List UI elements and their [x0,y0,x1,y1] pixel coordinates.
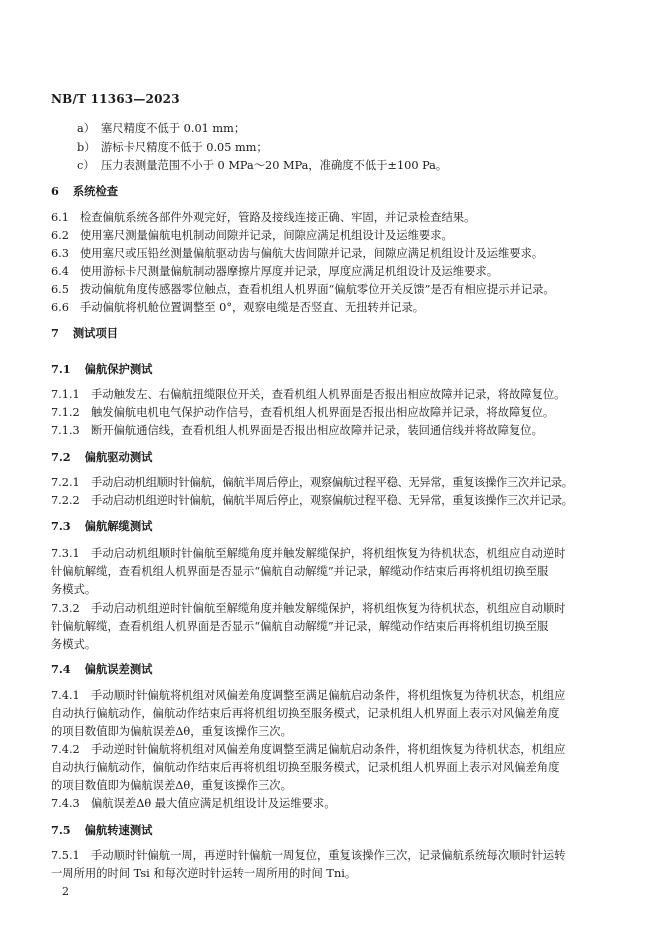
clause-text-line: 务模式。 [51,638,97,651]
section-heading [51,325,118,341]
clause-number: 7.1.2 [51,406,80,419]
clause-text-line: 针偏航解缆，查看机组人机界面是否显示“偏航自动解缆”并记录，解缆动作结束后再将机组切换至服 [51,565,549,578]
clause-number: 6.1 [51,211,69,224]
clause-text-line: 手动启动机组逆时针偏航至解缆角度并触发解缆保护，将机组恢复为待机状态，机组应自动顺时 [91,602,566,615]
subsection-number: 7.4 [51,662,71,676]
clause-text: 手动启动机组顺时针偏航，偏航半周后停止，观察偏航过程平稳、无异常，重复该操作三次并记录。 [91,476,573,489]
clause-text: 使用塞尺或压铅丝测量偏航驱动齿与偏航大齿间隙并记录，间隙应满足机组设计及运维要求。 [80,247,544,260]
list-item-text: 塞尺精度不低于 0.01 mm； [101,122,246,135]
clause-text: 使用游标卡尺测量偏航制动器摩擦片厚度并记录，厚度应满足机组设计及运维要求。 [80,265,498,278]
list-marker: c） [77,159,95,172]
section-title: 测试项目 [72,326,119,340]
clause-text: 偏航误差Δθ 最大值应满足机组设计及运维要求。 [91,797,336,810]
clause-number: 7.4.1 [51,689,80,702]
section-number: 6 [51,184,59,198]
clause-text-line: 手动顺时针偏航一周，再逆时针偏航一周复位，重复该操作三次，记录偏航系统每次顺时针运转 [91,849,566,862]
clause-number: 6.6 [51,301,69,314]
clause-number: 7.2.1 [51,476,80,489]
clause-text: 断开偏航通信线，查看机组人机界面是否报出相应故障并记录，装回通信线并将故障复位。 [91,424,543,437]
clause-number: 7.4.3 [51,797,80,810]
clause-text: 手动触发左、右偏航扭缆限位开关，查看机组人机界面是否报出相应故障并记录，将故障复位。 [91,388,566,401]
subsection-heading [51,449,152,465]
clause-text: 手动偏航将机舱位置调整至 0°，观察电缆是否竖直、无扭转并记录。 [80,301,425,314]
clause-number: 6.4 [51,265,69,278]
clause-text-line: 手动逆时针偏航将机组对风偏差角度调整至满足偏航启动条件，将机组恢复为待机状态，机组应 [91,743,566,756]
clause-text: 拨动偏航角度传感器零位触点，查看机组人机界面“偏航零位开关反馈”是否有相应提示并记录。 [80,283,555,296]
list-marker: b） [77,141,96,154]
clause-text-line: 手动启动机组顺时针偏航至解缆角度并触发解缆保护，将机组恢复为待机状态，机组应自动逆时 [91,547,566,560]
clause-text-line: 自动执行偏航动作，偏航动作结束后再将机组切换至服务模式，记录机组人机界面上表示对风偏差角度 [51,707,560,720]
clause-number: 7.1.1 [51,388,80,401]
clause-text-line: 针偏航解缆，查看机组人机界面是否显示“偏航自动解缆”并记录，解缆动作结束后再将机组切换至服 [51,620,549,633]
subsection-title: 偏航保护测试 [84,362,153,376]
clause-text-line: 务模式。 [51,583,97,596]
clause-number: 7.1.3 [51,424,80,437]
clause-number: 7.2.2 [51,494,80,507]
subsection-number: 7.2 [51,450,71,464]
clause-text-line: 的项目数值即为偏航误差Δθ，重复该操作三次。 [51,725,292,738]
subsection-number: 7.3 [51,519,71,533]
clause-number: 6.5 [51,283,69,296]
clause-number: 6.3 [51,247,69,260]
subsection-heading [51,661,152,677]
page-number: 2 [62,885,69,898]
subsection-title: 偏航误差测试 [84,662,153,676]
subsection-title: 偏航驱动测试 [84,450,153,464]
clause-text-line: 一周所用的时间 Tsi 和每次逆时针运转一周所用的时间 Tni。 [51,867,357,880]
clause-text-line: 自动执行偏航动作，偏航动作结束后再将机组切换至服务模式，记录机组人机界面上表示对风偏差角度 [51,761,560,774]
standard-header: NB/T 11363—2023 [51,92,180,106]
subsection-title: 偏航转速测试 [84,823,153,837]
clause-number: 7.5.1 [51,849,80,862]
subsection-number: 7.1 [51,362,71,376]
clause-text: 检查偏航系统各部件外观完好，管路及接线连接正确、牢固，并记录检查结果。 [80,211,476,224]
clause-text-line: 手动顺时针偏航将机组对风偏差角度调整至满足偏航启动条件，将机组恢复为待机状态，机组应 [91,689,566,702]
list-marker: a） [77,122,96,135]
list-item-text: 游标卡尺精度不低于 0.05 mm； [101,141,268,154]
clause-text-line: 的项目数值即为偏航误差Δθ，重复该操作三次。 [51,779,292,792]
subsection-heading [51,518,152,534]
subsection-number: 7.5 [51,823,71,837]
clause-text: 手动启动机组逆时针偏航，偏航半周后停止，观察偏航过程平稳、无异常，重复该操作三次并记录。 [91,494,573,507]
list-item-text: 压力表测量范围不小于 0 MPa～20 MPa，准确度不低于±100 Pa。 [101,159,448,172]
clause-number: 7.4.2 [51,743,80,756]
subsection-heading [51,361,152,377]
clause-number: 7.3.1 [51,547,80,560]
clause-text: 触发偏航电机电气保护动作信号，查看机组人机界面是否报出相应故障并记录，将故障复位。 [91,406,555,419]
subsection-title: 偏航解缆测试 [84,519,153,533]
section-number: 7 [51,326,59,340]
section-title: 系统检查 [72,184,119,198]
clause-number: 6.2 [51,229,69,242]
clause-number: 7.3.2 [51,602,80,615]
clause-text: 使用塞尺测量偏航电机制动间隙并记录，间隙应满足机组设计及运维要求。 [80,229,453,242]
subsection-heading [51,822,152,838]
section-heading [51,183,118,199]
